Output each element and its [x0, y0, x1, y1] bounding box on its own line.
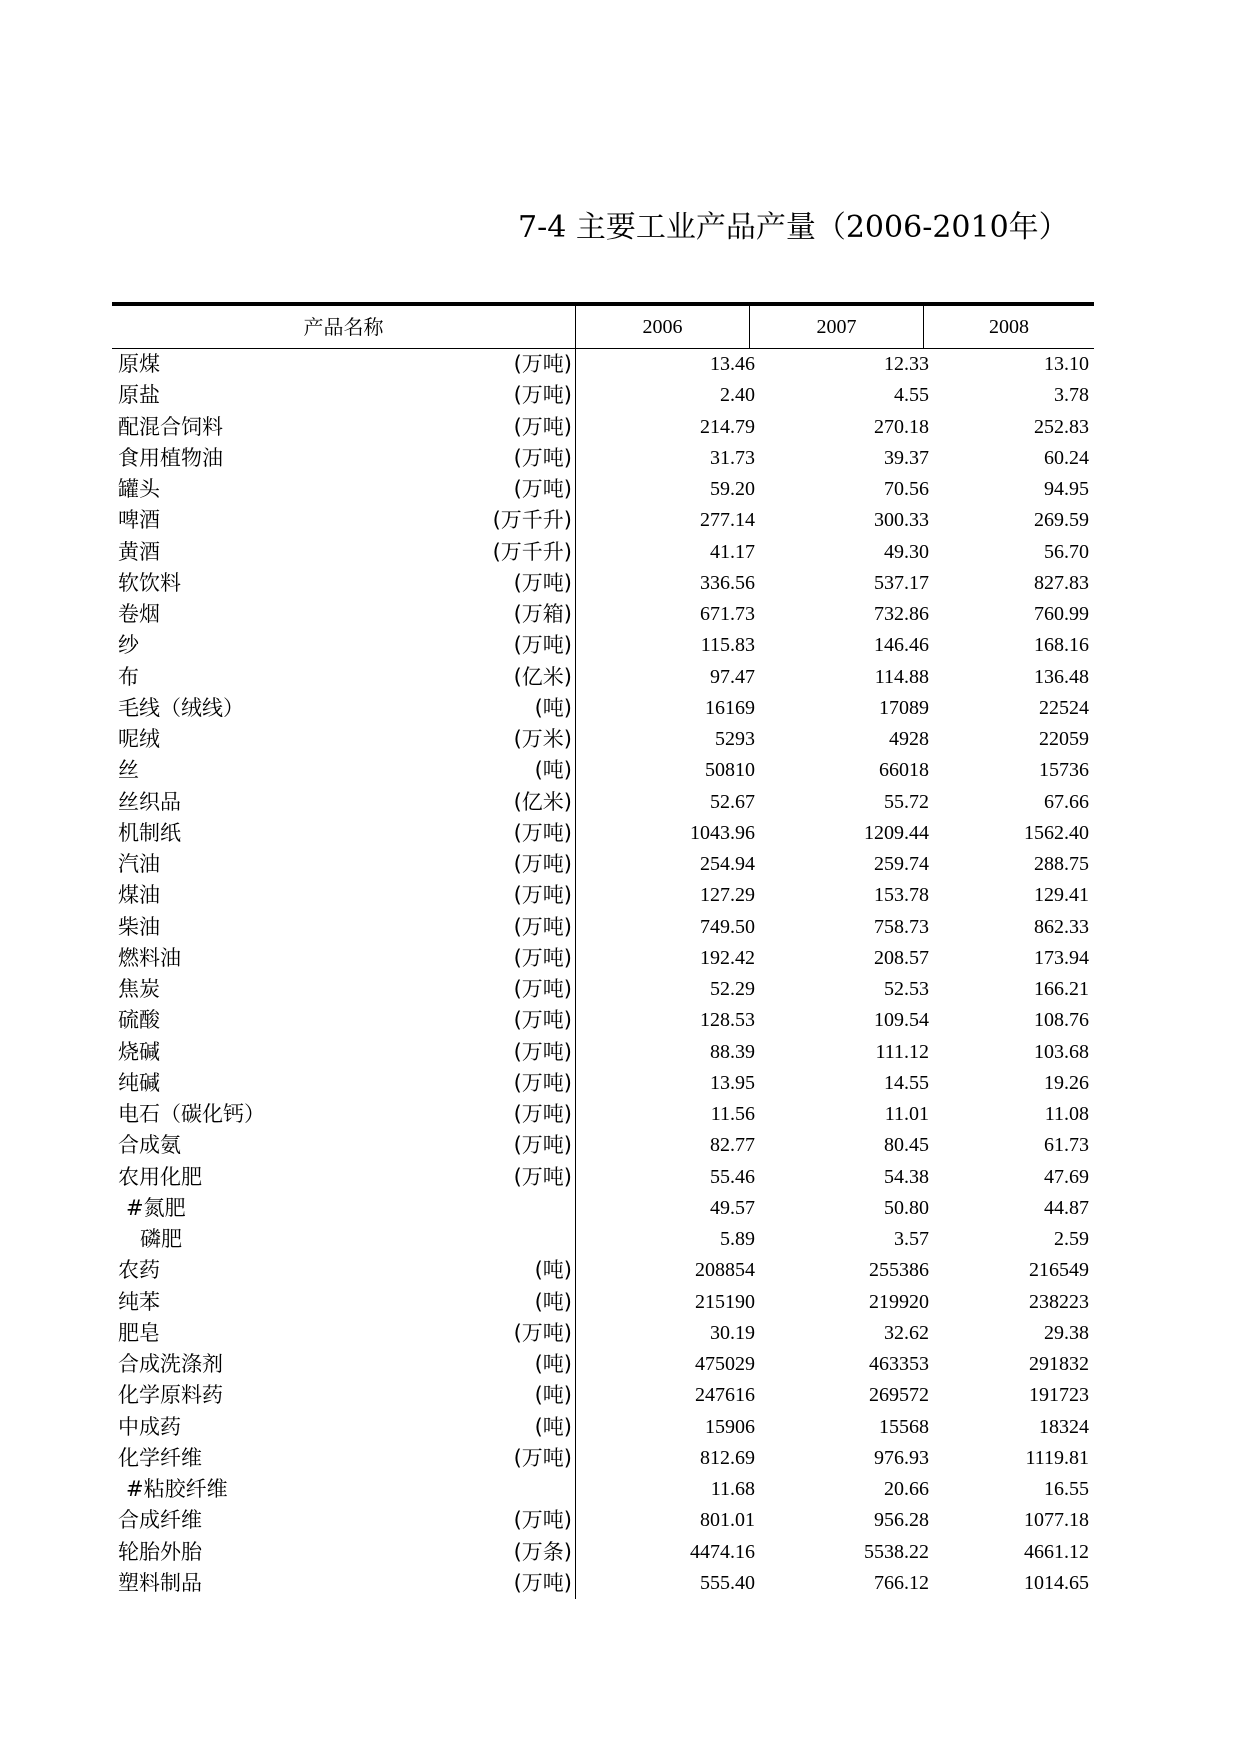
product-unit: (吨)	[534, 1352, 572, 1376]
product-unit: (万条)	[513, 1539, 572, 1564]
value-2008: 103.68	[1034, 1040, 1089, 1063]
table-row	[112, 662, 1094, 693]
value-2008: 1119.81	[1025, 1446, 1089, 1469]
product-unit: (万米)	[513, 727, 572, 751]
value-2007: 17089	[879, 696, 929, 719]
value-2008: 15736	[1039, 759, 1089, 782]
table-row	[112, 755, 1094, 786]
value-2008: 2.59	[1054, 1228, 1089, 1250]
product-unit: (万吨)	[513, 445, 572, 470]
value-2007: 80.45	[884, 1134, 929, 1157]
value-2007: 300.33	[874, 509, 929, 532]
value-2008: 22524	[1039, 696, 1089, 719]
value-2006: 15906	[705, 1415, 755, 1438]
value-2006: 52.29	[710, 978, 755, 1000]
value-2006: 31.73	[710, 446, 755, 469]
value-2006: 214.79	[700, 415, 755, 438]
production-table	[112, 302, 1094, 1599]
product-unit: (吨)	[534, 695, 572, 720]
product-name: 黄酒	[118, 539, 160, 564]
product-name: 农药	[118, 1258, 160, 1283]
table-row	[112, 693, 1094, 724]
table-row	[112, 1412, 1094, 1443]
table-row	[112, 1255, 1094, 1286]
value-2008: 56.70	[1044, 540, 1089, 563]
product-name: 燃料油	[118, 945, 181, 970]
value-2006: 13.46	[710, 353, 755, 375]
product-unit: (万吨)	[513, 1164, 572, 1189]
value-2006: 115.83	[700, 634, 755, 657]
value-2008: 94.95	[1044, 478, 1089, 500]
value-2006: 812.69	[700, 1446, 755, 1469]
product-name: 合成氨	[118, 1133, 181, 1158]
product-unit: (吨)	[534, 1289, 572, 1314]
table-row	[112, 1005, 1094, 1036]
table-row	[112, 787, 1094, 818]
value-2006: 11.56	[710, 1103, 755, 1125]
value-2007: 4928	[889, 728, 929, 750]
product-unit: (万吨)	[513, 1070, 572, 1095]
product-name: 焦炭	[118, 977, 160, 1001]
product-name: 丝	[118, 758, 139, 783]
value-2006: 49.57	[710, 1196, 755, 1219]
product-name: 丝织品	[118, 789, 181, 814]
value-2007: 153.78	[874, 884, 929, 907]
product-name: 纯苯	[118, 1289, 160, 1314]
value-2008: 44.87	[1044, 1196, 1089, 1219]
product-unit: (吨)	[534, 1414, 572, 1439]
table-row	[112, 1443, 1094, 1474]
table-header	[112, 302, 1094, 349]
value-2008: 173.94	[1034, 946, 1089, 969]
value-2008: 129.41	[1034, 884, 1089, 907]
value-2007: 5538.22	[864, 1540, 929, 1563]
value-2007: 39.37	[884, 446, 929, 469]
value-2006: 5293	[715, 728, 755, 750]
table-row	[112, 912, 1094, 943]
value-2008: 760.99	[1034, 603, 1089, 625]
product-name: 配混合饲料	[118, 414, 223, 439]
value-2008: 47.69	[1044, 1165, 1089, 1188]
product-name: 食用植物油	[118, 445, 223, 470]
value-2008: 269.59	[1034, 509, 1089, 532]
value-2007: 50.80	[884, 1196, 929, 1219]
value-2007: 259.74	[874, 853, 929, 875]
product-name: 农用化肥	[118, 1164, 202, 1189]
value-2007: 3.57	[894, 1228, 929, 1250]
value-2008: 291832	[1029, 1353, 1089, 1375]
table-row	[112, 880, 1094, 911]
value-2006: 127.29	[700, 884, 755, 907]
value-2007: 732.86	[874, 603, 929, 625]
value-2006: 11.68	[710, 1478, 755, 1500]
value-2007: 463353	[869, 1353, 929, 1375]
header-product-name: 产品名称	[112, 306, 576, 348]
value-2007: 1209.44	[864, 821, 929, 844]
value-2007: 766.12	[874, 1571, 929, 1594]
product-name: 毛线（绒线）	[118, 695, 244, 720]
product-name: 化学纤维	[118, 1445, 202, 1470]
product-unit: (万吨)	[513, 945, 572, 970]
table-row	[112, 1099, 1094, 1130]
value-2006: 50810	[705, 759, 755, 782]
table-row	[112, 1505, 1094, 1536]
value-2008: 19.26	[1044, 1071, 1089, 1094]
product-name: 肥皂	[118, 1320, 160, 1345]
product-name: 卷烟	[118, 602, 160, 626]
value-2007: 12.33	[884, 353, 929, 375]
value-2006: 13.95	[710, 1071, 755, 1094]
value-2006: 2.40	[720, 384, 755, 407]
product-unit: (万箱)	[513, 602, 572, 626]
table-row	[112, 1380, 1094, 1411]
value-2006: 247616	[695, 1384, 755, 1407]
value-2006: 208854	[695, 1259, 755, 1282]
product-name: 磷肥	[140, 1227, 182, 1251]
value-2007: 66018	[879, 759, 929, 782]
value-2006: 16169	[705, 696, 755, 719]
table-row	[112, 1349, 1094, 1380]
value-2006: 5.89	[720, 1228, 755, 1250]
value-2007: 219920	[869, 1290, 929, 1313]
product-name: 罐头	[118, 477, 160, 501]
product-name: 合成纤维	[118, 1508, 202, 1533]
value-2006: 97.47	[710, 665, 755, 688]
value-2008: 11.08	[1044, 1103, 1089, 1125]
value-2008: 67.66	[1044, 790, 1089, 813]
product-unit: (万吨)	[513, 1508, 572, 1533]
value-2006: 801.01	[700, 1509, 755, 1532]
product-name: 原煤	[118, 352, 160, 376]
product-unit: (万吨)	[513, 1039, 572, 1064]
product-name: 原盐	[118, 383, 160, 408]
product-name: 塑料制品	[118, 1570, 202, 1595]
value-2006: 88.39	[710, 1040, 755, 1063]
product-name: #粘胶纤维	[126, 1477, 228, 1501]
product-name: 柴油	[118, 914, 160, 939]
product-name: 烧碱	[118, 1039, 160, 1064]
value-2007: 49.30	[884, 540, 929, 563]
value-2006: 254.94	[700, 853, 755, 875]
value-2007: 111.12	[875, 1040, 929, 1063]
product-unit: (万吨)	[513, 820, 572, 845]
table-row	[112, 1162, 1094, 1193]
value-2007: 109.54	[874, 1009, 929, 1032]
product-name: 煤油	[118, 883, 160, 908]
value-2006: 30.19	[710, 1321, 755, 1344]
product-name: #氮肥	[126, 1195, 186, 1220]
table-row	[112, 537, 1094, 568]
value-2007: 114.88	[874, 665, 929, 688]
value-2007: 976.93	[874, 1446, 929, 1469]
product-name: 啤酒	[118, 508, 160, 533]
value-2007: 758.73	[874, 915, 929, 938]
value-2008: 827.83	[1034, 571, 1089, 594]
value-2006: 1043.96	[690, 821, 755, 844]
product-name: 呢绒	[118, 727, 160, 751]
value-2008: 3.78	[1054, 384, 1089, 407]
value-2006: 475029	[695, 1353, 755, 1375]
value-2006: 336.56	[700, 571, 755, 594]
value-2006: 41.17	[710, 540, 755, 563]
product-unit: (万吨)	[513, 1445, 572, 1470]
table-row	[112, 1318, 1094, 1349]
value-2008: 168.16	[1034, 634, 1089, 657]
value-2008: 13.10	[1044, 353, 1089, 375]
value-2008: 4661.12	[1024, 1540, 1089, 1563]
value-2007: 11.01	[884, 1103, 929, 1125]
product-unit: (吨)	[534, 758, 572, 783]
value-2007: 14.55	[884, 1071, 929, 1094]
value-2008: 18324	[1039, 1415, 1089, 1438]
product-unit: (万吨)	[513, 977, 572, 1001]
product-unit: (吨)	[534, 1258, 572, 1283]
product-name: 化学原料药	[118, 1383, 223, 1408]
product-unit: (亿米)	[513, 789, 572, 814]
table-row	[112, 474, 1094, 505]
header-year-2006: 2006	[576, 306, 750, 348]
product-unit: (亿米)	[513, 664, 572, 689]
product-name: 硫酸	[118, 1008, 160, 1033]
value-2006: 52.67	[710, 790, 755, 813]
value-2007: 208.57	[874, 946, 929, 969]
product-unit: (万吨)	[513, 1008, 572, 1033]
product-unit: (万吨)	[513, 352, 572, 376]
value-2006: 215190	[695, 1290, 755, 1313]
value-2008: 862.33	[1034, 915, 1089, 938]
table-row	[112, 974, 1094, 1005]
value-2008: 136.48	[1034, 665, 1089, 688]
table-row	[112, 1537, 1094, 1568]
value-2007: 32.62	[884, 1321, 929, 1344]
product-unit: (万吨)	[513, 1133, 572, 1158]
header-year-2008: 2008	[989, 316, 1029, 338]
product-name: 软饮料	[118, 570, 181, 595]
value-2007: 269572	[869, 1384, 929, 1407]
product-unit: (万吨)	[513, 414, 572, 439]
value-2008: 238223	[1029, 1290, 1089, 1313]
product-name: 中成药	[118, 1414, 181, 1439]
product-name: 合成洗涤剂	[118, 1352, 223, 1376]
product-name: 布	[118, 664, 139, 689]
value-2006: 555.40	[700, 1571, 755, 1594]
value-2008: 29.38	[1044, 1321, 1089, 1344]
table-row	[112, 1037, 1094, 1068]
value-2007: 55.72	[884, 790, 929, 813]
value-2006: 82.77	[710, 1134, 755, 1157]
value-2007: 52.53	[884, 978, 929, 1000]
product-unit: (万吨)	[513, 383, 572, 408]
value-2006: 128.53	[700, 1009, 755, 1032]
table-row	[112, 380, 1094, 411]
product-unit: (万千升)	[492, 539, 572, 564]
value-2008: 216549	[1029, 1259, 1089, 1282]
table-row	[112, 1568, 1094, 1599]
value-2007: 146.46	[874, 634, 929, 657]
product-unit: (万吨)	[513, 477, 572, 501]
value-2007: 956.28	[874, 1509, 929, 1532]
table-row	[112, 568, 1094, 599]
value-2007: 20.66	[884, 1478, 929, 1500]
value-2006: 192.42	[700, 946, 755, 969]
value-2008: 61.73	[1044, 1134, 1089, 1157]
value-2008: 22059	[1039, 728, 1089, 750]
value-2007: 54.38	[884, 1165, 929, 1188]
table-row	[112, 349, 1094, 380]
value-2008: 288.75	[1034, 853, 1089, 875]
product-name: 汽油	[118, 852, 160, 876]
table-row	[112, 818, 1094, 849]
value-2008: 191723	[1029, 1384, 1089, 1407]
value-2007: 4.55	[894, 384, 929, 407]
product-name: 轮胎外胎	[118, 1539, 202, 1564]
value-2008: 108.76	[1034, 1009, 1089, 1032]
value-2007: 537.17	[874, 571, 929, 594]
product-name: 机制纸	[118, 820, 181, 845]
value-2006: 4474.16	[690, 1540, 755, 1563]
table-row	[112, 1474, 1094, 1505]
table-row	[112, 724, 1094, 755]
value-2008: 1077.18	[1024, 1509, 1089, 1532]
table-row	[112, 1068, 1094, 1099]
value-2007: 255386	[869, 1259, 929, 1282]
value-2006: 277.14	[700, 509, 755, 532]
product-name: 电石（碳化钙）	[118, 1102, 265, 1126]
product-unit: (万吨)	[513, 1570, 572, 1595]
product-name: 纱	[118, 633, 139, 658]
value-2006: 671.73	[700, 603, 755, 625]
product-unit: (万吨)	[513, 852, 572, 876]
value-2008: 1014.65	[1024, 1571, 1089, 1594]
product-unit: (万吨)	[513, 1320, 572, 1345]
value-2008: 252.83	[1034, 415, 1089, 438]
table-row	[112, 505, 1094, 536]
table-row	[112, 1224, 1094, 1255]
product-unit: (万吨)	[513, 914, 572, 939]
table-row	[112, 443, 1094, 474]
value-2006: 749.50	[700, 915, 755, 938]
table-row	[112, 1193, 1094, 1224]
product-unit: (万千升)	[492, 508, 572, 533]
product-name: 纯碱	[118, 1070, 160, 1095]
value-2008: 166.21	[1034, 978, 1089, 1000]
table-row	[112, 630, 1094, 661]
product-unit: (万吨)	[513, 883, 572, 908]
table-row	[112, 412, 1094, 443]
value-2007: 270.18	[874, 415, 929, 438]
table-row	[112, 599, 1094, 630]
value-2007: 15568	[879, 1415, 929, 1438]
value-2008: 60.24	[1044, 446, 1089, 469]
table-row	[112, 849, 1094, 880]
product-unit: (万吨)	[513, 633, 572, 658]
value-2006: 55.46	[710, 1165, 755, 1188]
product-unit: (万吨)	[513, 1102, 572, 1126]
table-body	[112, 349, 1094, 1599]
product-unit: (吨)	[534, 1383, 572, 1408]
product-unit: (万吨)	[513, 570, 572, 595]
value-2008: 1562.40	[1024, 821, 1089, 844]
header-year-2007: 2007	[750, 306, 924, 348]
table-row	[112, 1130, 1094, 1161]
page-title: 7-4 主要工业产品产量（2006-2010年）	[518, 210, 1069, 245]
value-2006: 59.20	[710, 478, 755, 500]
value-2007: 70.56	[884, 478, 929, 500]
value-2008: 16.55	[1044, 1478, 1089, 1500]
table-row	[112, 1287, 1094, 1318]
table-row	[112, 943, 1094, 974]
